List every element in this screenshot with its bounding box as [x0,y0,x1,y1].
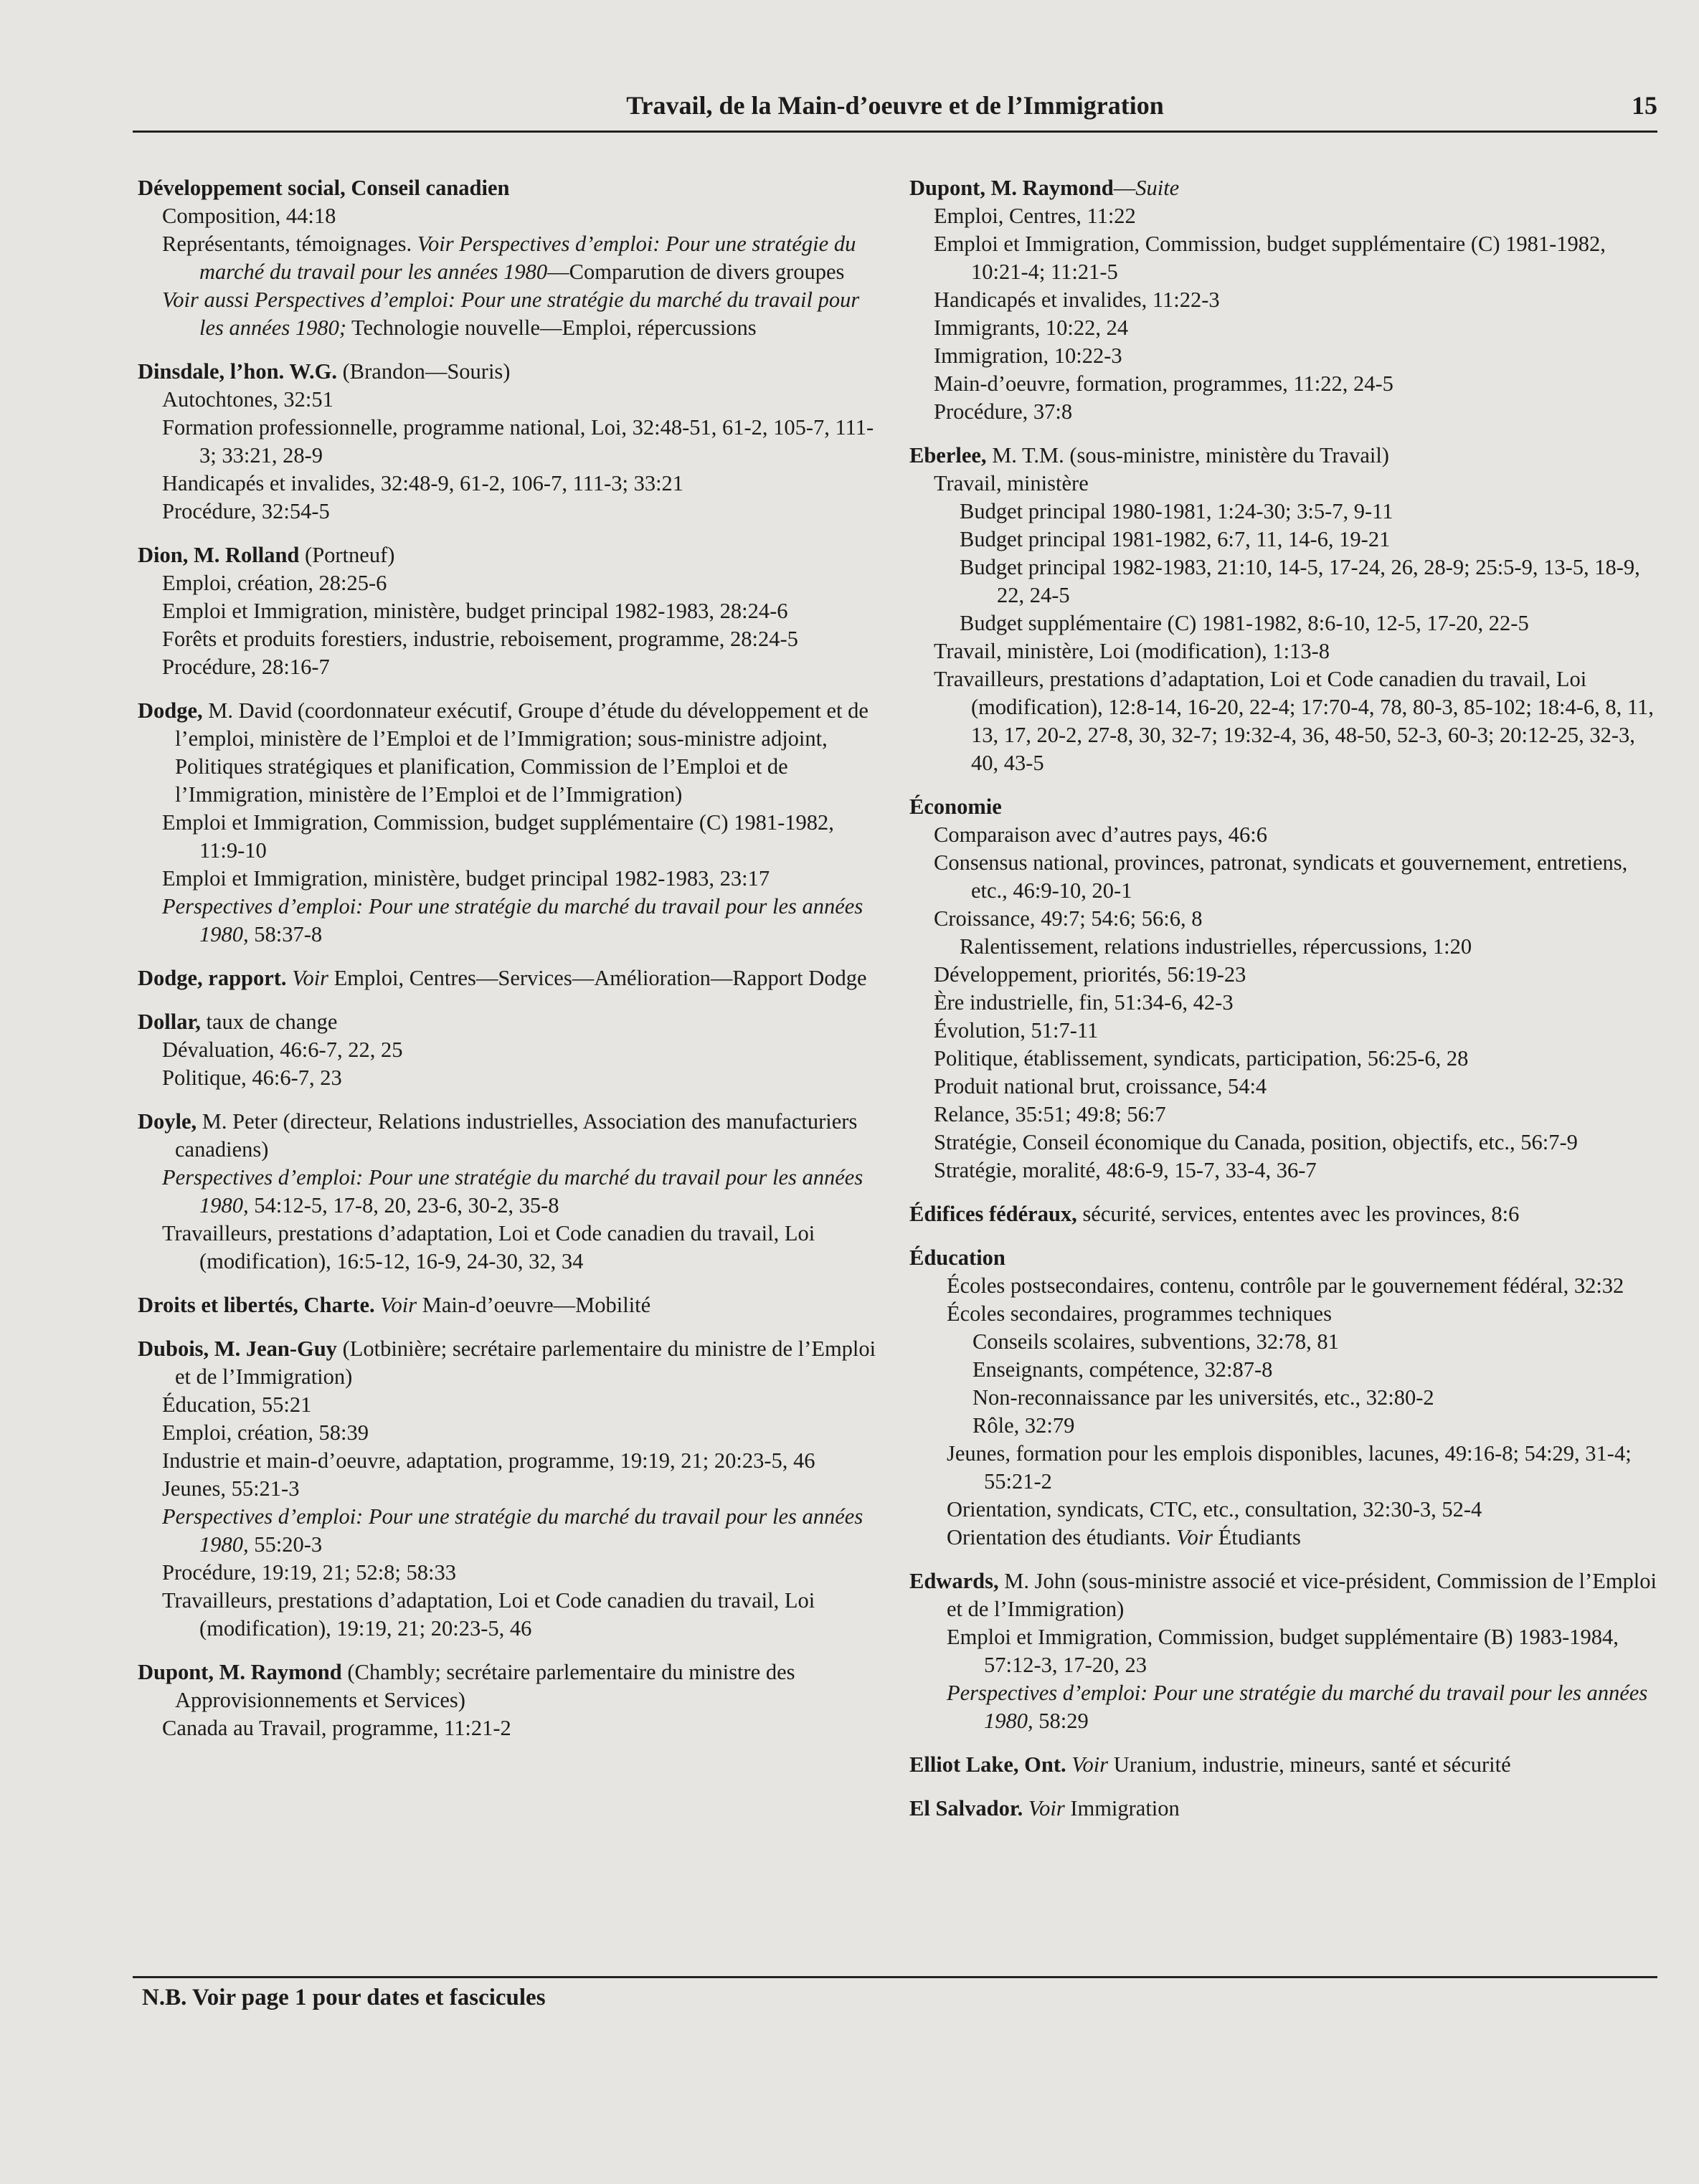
entry-text: Handicapés et invalides, 11:22-3 [934,288,1220,312]
subentry [138,386,880,414]
heading-term: Édifices fédéraux, [909,1202,1077,1226]
italic-text: Suite [1135,176,1180,200]
entry-text: Procédure, 19:19, 21; 52:8; 58:33 [162,1560,457,1585]
entry-text: Travailleurs, prestations d’adaptation, Loi et Code canadien du travail, Loi (modification), 16:5-12, 16-9, 24-30, 32, 34 [162,1221,815,1273]
heading-term: Edwards, [909,1569,999,1593]
index-column-left [138,174,880,1758]
entry-text: Produit national brut, croissance, 54:4 [934,1074,1267,1098]
entry-text: Budget principal 1981-1982, 6:7, 11, 14-6, 19-21 [960,527,1391,551]
index-entry [138,541,880,681]
index-entry [138,1335,880,1643]
entry-text: Uranium, industrie, mineurs, santé et sécurité [1108,1752,1511,1777]
heading-term: Droits et libertés, Charte. [138,1293,375,1317]
entry-text: Formation professionnelle, programme national, Loi, 32:48-51, 61-2, 105-7, 111-3; 33:21, 28-9 [162,415,874,467]
entry-text: Emploi, création, 28:25-6 [162,571,387,595]
index-entry [909,174,1659,426]
entry-text: Emploi, Centres—Services—Amélioration—Rapport Dodge [328,966,867,990]
heading-term: Dodge, rapport. [138,966,287,990]
index-entry [909,1567,1659,1735]
subentry [138,1164,880,1220]
page-number: 15 [1632,91,1657,120]
index-entry [138,1291,880,1319]
subentry [909,470,1659,498]
subentry [909,1045,1659,1073]
heading-term: Dupont, M. Raymond [909,176,1114,200]
entry-text: Jeunes, formation pour les emplois disponibles, lacunes, 49:16-8; 54:29, 31-4; 55:21-2 [947,1441,1632,1494]
entry-text: Immigration, 10:22-3 [934,343,1122,368]
subentry [138,809,880,865]
subentry [138,653,880,681]
index-entry [138,1658,880,1742]
subentry [138,1447,880,1475]
entry-text: Développement, priorités, 56:19-23 [934,962,1246,987]
entry-text: Emploi et Immigration, ministère, budget principal 1982-1983, 23:17 [162,866,770,891]
heading-term: Économie [909,794,1002,819]
subentry [909,1496,1659,1524]
entry-text: 55:20-3 [248,1532,323,1557]
footer-rule [133,1976,1657,1978]
entry-heading [138,697,880,809]
subentry [909,1356,1659,1384]
entry-heading [909,1244,1659,1272]
entry-text: Emploi et Immigration, Commission, budget supplémentaire (C) 1981-1982, 10:21-4; 11:21-5 [934,232,1606,284]
index-entry [138,1108,880,1276]
heading-term: El Salvador. [909,1796,1023,1820]
entry-text: 54:12-5, 17-8, 20, 23-6, 30-2, 35-8 [248,1193,559,1217]
italic-text: Voir aussi Perspectives d’emploi: Pour une stratégie du marché du travail pour les années 1980; [162,288,860,340]
index-entry [138,358,880,526]
heading-term: Dubois, M. Jean-Guy [138,1336,337,1361]
index-entry [138,964,880,992]
index-entry [909,1200,1659,1228]
entry-text: Évolution, 51:7-11 [934,1018,1099,1043]
entry-text: taux de change [200,1010,338,1034]
entry-text: Croissance, 49:7; 54:6; 56:6, 8 [934,906,1203,931]
entry-text: Relance, 35:51; 49:8; 56:7 [934,1102,1166,1126]
entry-text: Autochtones, 32:51 [162,387,333,412]
entry-text: Travailleurs, prestations d’adaptation, Loi et Code canadien du travail, Loi (modification), 12:8-14, 16-20, 22-4; 17:70-4, 78, 80-3, 85-102; 18:4-6, 8, 11, 13, 17, 20-2, 27-8, 30, 32-7; 19:32-4, 36, 48-50, 52-3, 60-3; 20:12-25, 32-3, 40, 43-5 [934,667,1654,775]
entry-heading [909,1567,1659,1623]
subentry [909,1524,1659,1552]
entry-heading [909,1795,1659,1823]
entry-text: sécurité, services, ententes avec les provinces, 8:6 [1076,1202,1520,1226]
entry-text: Forêts et produits forestiers, industrie, reboisement, programme, 28:24-5 [162,627,798,651]
subentry [909,821,1659,849]
entry-text: (Lotbinière; secrétaire parlementaire du ministre de l’Emploi et de l’Immigration) [175,1336,876,1389]
heading-term: Dollar, [138,1010,201,1034]
entry-text: Jeunes, 55:21-3 [162,1476,300,1501]
entry-text: Budget supplémentaire (C) 1981-1982, 8:6-10, 12-5, 17-20, 22-5 [960,611,1529,635]
heading-term: Éducation [909,1245,1005,1270]
italic-text: Voir [380,1293,417,1317]
entry-text: Dévaluation, 46:6-7, 22, 25 [162,1038,403,1062]
entry-text: Immigrants, 10:22, 24 [934,315,1129,340]
entry-text: Enseignants, compétence, 32:87-8 [972,1357,1273,1382]
italic-text: Voir Perspectives d’emploi: Pour une stratégie du marché du travail pour les années 1980 [199,232,856,284]
subentry [138,1064,880,1092]
entry-text: Budget principal 1982-1983, 21:10, 14-5, 17-24, 26, 28-9; 25:5-9, 13-5, 18-9, 22, 24-5 [960,555,1640,607]
subentry [138,1220,880,1276]
heading-term: Développement social, Conseil canadien [138,176,510,200]
entry-text: Étudiants [1213,1525,1301,1549]
entry-text: Orientation des étudiants. [947,1525,1177,1549]
entry-heading [909,1200,1659,1228]
entry-text: Ralentissement, relations industrielles, répercussions, 1:20 [960,934,1472,959]
italic-text: Perspectives d’emploi: Pour une stratégie du marché du travail pour les années 1980, [947,1681,1648,1733]
entry-text: Travailleurs, prestations d’adaptation, Loi et Code canadien du travail, Loi (modification), 19:19, 21; 20:23-5, 46 [162,1588,815,1641]
index-entry [909,1795,1659,1823]
subentry [909,526,1659,554]
subentry [138,625,880,653]
subentry [138,414,880,470]
index-entry [909,793,1659,1184]
subentry [909,498,1659,526]
subentry [909,202,1659,230]
entry-text: Conseils scolaires, subventions, 32:78, 81 [972,1329,1339,1354]
entry-text: Écoles postsecondaires, contenu, contrôle par le gouvernement fédéral, 32:32 [947,1273,1624,1298]
subentry [909,1679,1659,1735]
subentry [909,1017,1659,1045]
page-title: Travail, de la Main-d’oeuvre et de l’Immigration [626,91,1164,120]
subentry [909,849,1659,905]
italic-text: Voir [292,966,329,990]
entry-text: Main-d’oeuvre—Mobilité [417,1293,651,1317]
entry-text: Écoles secondaires, programmes techniques [947,1301,1332,1326]
entry-text: Non-reconnaissance par les universités, etc., 32:80-2 [972,1385,1434,1410]
entry-text: 58:37-8 [248,922,323,946]
subentry [909,1328,1659,1356]
entry-text: Procédure, 28:16-7 [162,655,330,679]
entry-text: Budget principal 1980-1981, 1:24-30; 3:5-7, 9-11 [960,499,1393,523]
index-entry [138,1008,880,1092]
entry-text: (Portneuf) [299,543,395,567]
italic-text: Perspectives d’emploi: Pour une stratégie du marché du travail pour les années 1980, [162,894,863,946]
entry-text: —Comparution de divers groupes [547,260,845,284]
heading-term: Dupont, M. Raymond [138,1660,342,1684]
entry-text: Emploi, Centres, 11:22 [934,204,1136,228]
entry-text: M. John (sous-ministre associé et vice-président, Commission de l’Emploi et de l’Immigration) [947,1569,1657,1621]
subentry [138,1419,880,1447]
entry-text: M. T.M. (sous-ministre, ministère du Travail) [986,443,1389,467]
entry-heading [138,1108,880,1164]
entry-text: Immigration [1064,1796,1180,1820]
subentry [138,893,880,949]
entry-heading [138,1335,880,1391]
entry-heading [138,358,880,386]
subentry [909,1157,1659,1184]
footer-note: N.B. Voir page 1 pour dates et fascicules [142,1985,546,2010]
subentry [138,470,880,498]
italic-text: Voir [1176,1525,1213,1549]
subentry [138,865,880,893]
entry-text: Comparaison avec d’autres pays, 46:6 [934,822,1267,847]
subentry [909,637,1659,665]
italic-text: Perspectives d’emploi: Pour une stratégie du marché du travail pour les années 1980, [162,1504,863,1557]
entry-text: Orientation, syndicats, CTC, etc., consultation, 32:30-3, 52-4 [947,1497,1482,1521]
entry-text: Industrie et main-d’oeuvre, adaptation, programme, 19:19, 21; 20:23-5, 46 [162,1448,815,1473]
italic-text: Perspectives d’emploi: Pour une stratégie du marché du travail pour les années 1980, [162,1165,863,1217]
subentry [909,230,1659,286]
subentry [138,230,880,286]
entry-text: Procédure, 37:8 [934,399,1073,424]
entry-heading [138,1008,880,1036]
entry-text: Procédure, 32:54-5 [162,499,330,523]
subentry [138,286,880,342]
index-column-right [909,174,1659,1838]
entry-heading [909,793,1659,821]
entry-text: Stratégie, moralité, 48:6-9, 15-7, 33-4, 36-7 [934,1158,1317,1182]
heading-term: Doyle, [138,1109,197,1134]
entry-text: Politique, 46:6-7, 23 [162,1065,342,1090]
entry-text: Emploi et Immigration, ministère, budget principal 1982-1983, 28:24-6 [162,599,788,623]
subentry [909,1101,1659,1129]
index-entry [909,1244,1659,1552]
subentry [909,905,1659,933]
running-head [133,87,1657,133]
italic-text: Voir [1028,1796,1065,1820]
subentry [909,342,1659,370]
entry-text [1023,1796,1028,1820]
subentry [138,202,880,230]
subentry [138,597,880,625]
entry-text: Technologie nouvelle—Emploi, répercussions [346,315,757,340]
entry-heading [909,174,1659,202]
italic-text: Voir [1071,1752,1109,1777]
subentry [138,1475,880,1503]
subentry [138,1587,880,1643]
subentry [909,1300,1659,1328]
index-entry [138,174,880,342]
subentry [138,498,880,526]
index-entry [138,697,880,949]
entry-text: Consensus national, provinces, patronat, syndicats et gouvernement, entretiens, etc., 46:9-10, 20-1 [934,850,1628,903]
entry-text: 58:29 [1033,1709,1089,1733]
entry-text: Canada au Travail, programme, 11:21-2 [162,1716,511,1740]
subentry [138,1036,880,1064]
subentry [909,286,1659,314]
entry-heading [138,1658,880,1714]
subentry [909,665,1659,777]
entry-heading [138,174,880,202]
entry-text: Éducation, 55:21 [162,1392,312,1417]
subentry [909,1412,1659,1440]
subentry [138,1391,880,1419]
subentry [138,1714,880,1742]
heading-term: Dodge, [138,698,203,723]
entry-text: Rôle, 32:79 [972,1413,1075,1438]
entry-text: Emploi et Immigration, Commission, budget supplémentaire (C) 1981-1982, 11:9-10 [162,810,834,863]
subentry [909,554,1659,609]
subentry [909,1129,1659,1157]
entry-heading [138,541,880,569]
entry-text: Composition, 44:18 [162,204,336,228]
entry-text: (Chambly; secrétaire parlementaire du ministre des Approvisionnements et Services) [175,1660,795,1712]
entry-text: Emploi et Immigration, Commission, budget supplémentaire (B) 1983-1984, 57:12-3, 17-20, 23 [947,1625,1619,1677]
subentry [909,1440,1659,1496]
subentry [909,314,1659,342]
entry-text: Emploi, création, 58:39 [162,1420,369,1445]
subentry [909,609,1659,637]
subentry [909,961,1659,989]
entry-text: M. David (coordonnateur exécutif, Groupe d’étude du développement et de l’emploi, ministère de l’Emploi et de l’Immigration; sous-ministre adjoint, Politiques stratégiques et planification, Commission de l’Emploi et de l’Immigration, ministère de l’Emploi et de l’Immigration) [175,698,869,807]
entry-text: Travail, ministère, Loi (modification), 1:13-8 [934,639,1330,663]
subentry [909,1073,1659,1101]
entry-heading [909,1751,1659,1779]
entry-text: Travail, ministère [934,471,1089,495]
entry-text: M. Peter (directeur, Relations industrielles, Association des manufacturiers canadiens) [175,1109,858,1162]
entry-text: Main-d’oeuvre, formation, programmes, 11:22, 24-5 [934,371,1393,396]
subentry [138,569,880,597]
index-entry [909,1751,1659,1779]
heading-term: Eberlee, [909,443,987,467]
heading-term: Elliot Lake, Ont. [909,1752,1066,1777]
entry-text: (Brandon—Souris) [337,359,511,384]
entry-heading [909,442,1659,470]
entry-heading [138,964,880,992]
heading-term: Dion, M. Rolland [138,543,300,567]
subentry [909,1384,1659,1412]
subentry [909,1272,1659,1300]
subentry [138,1503,880,1559]
entry-text: — [1113,176,1136,200]
entry-heading [138,1291,880,1319]
entry-text: Ère industrielle, fin, 51:34-6, 42-3 [934,990,1234,1015]
subentry [909,989,1659,1017]
heading-term: Dinsdale, l’hon. W.G. [138,359,337,384]
subentry [909,933,1659,961]
entry-text: Handicapés et invalides, 32:48-9, 61-2, 106-7, 111-3; 33:21 [162,471,684,495]
subentry [138,1559,880,1587]
subentry [909,398,1659,426]
entry-text: Politique, établissement, syndicats, participation, 56:25-6, 28 [934,1046,1469,1070]
entry-text: Représentants, témoignages. [162,232,417,256]
subentry [909,370,1659,398]
index-entry [909,442,1659,777]
subentry [909,1623,1659,1679]
entry-text: Stratégie, Conseil économique du Canada, position, objectifs, etc., 56:7-9 [934,1130,1578,1154]
